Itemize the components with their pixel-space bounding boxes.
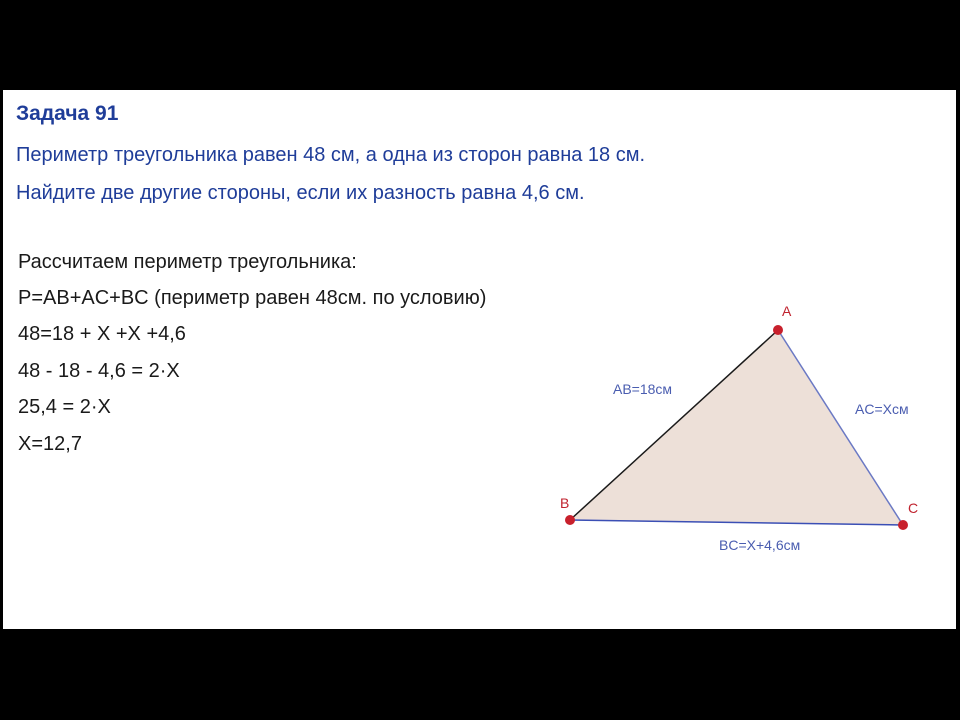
vertex-a-label: A — [782, 303, 792, 319]
triangle-area — [570, 330, 903, 525]
solution-line-step-1: 48 - 18 - 4,6 = 2·X — [18, 360, 180, 382]
side-bc-label: BC=X+4,6см — [719, 537, 801, 553]
side-ab-label: AB=18см — [613, 381, 673, 397]
side-ac-label: AC=Xсм — [855, 401, 909, 417]
vertex-c-point — [898, 520, 908, 530]
vertex-a-point — [773, 325, 783, 335]
vertex-b-label: B — [560, 495, 570, 511]
slide-panel — [3, 90, 956, 629]
solution-line-formula: P=AB+AC+BC (периметр равен 48см. по условию) — [18, 287, 487, 309]
solution-line-answer: X=12,7 — [18, 433, 82, 455]
triangle-diagram — [3, 90, 956, 629]
problem-statement-line-2: Найдите две другие стороны, если их разность равна 4,6 см. — [16, 182, 585, 204]
vertex-b-point — [565, 515, 575, 525]
problem-title: Задача 91 — [16, 102, 119, 125]
solution-line-step-2: 25,4 = 2·X — [18, 396, 111, 418]
vertex-c-label: C — [908, 500, 919, 516]
problem-statement-line-1: Периметр треугольника равен 48 см, а одна из сторон равна 18 см. — [16, 144, 646, 166]
solution-line-intro: Рассчитаем периметр треугольника: — [18, 251, 357, 273]
solution-line-equation: 48=18 + X +X +4,6 — [18, 323, 186, 345]
